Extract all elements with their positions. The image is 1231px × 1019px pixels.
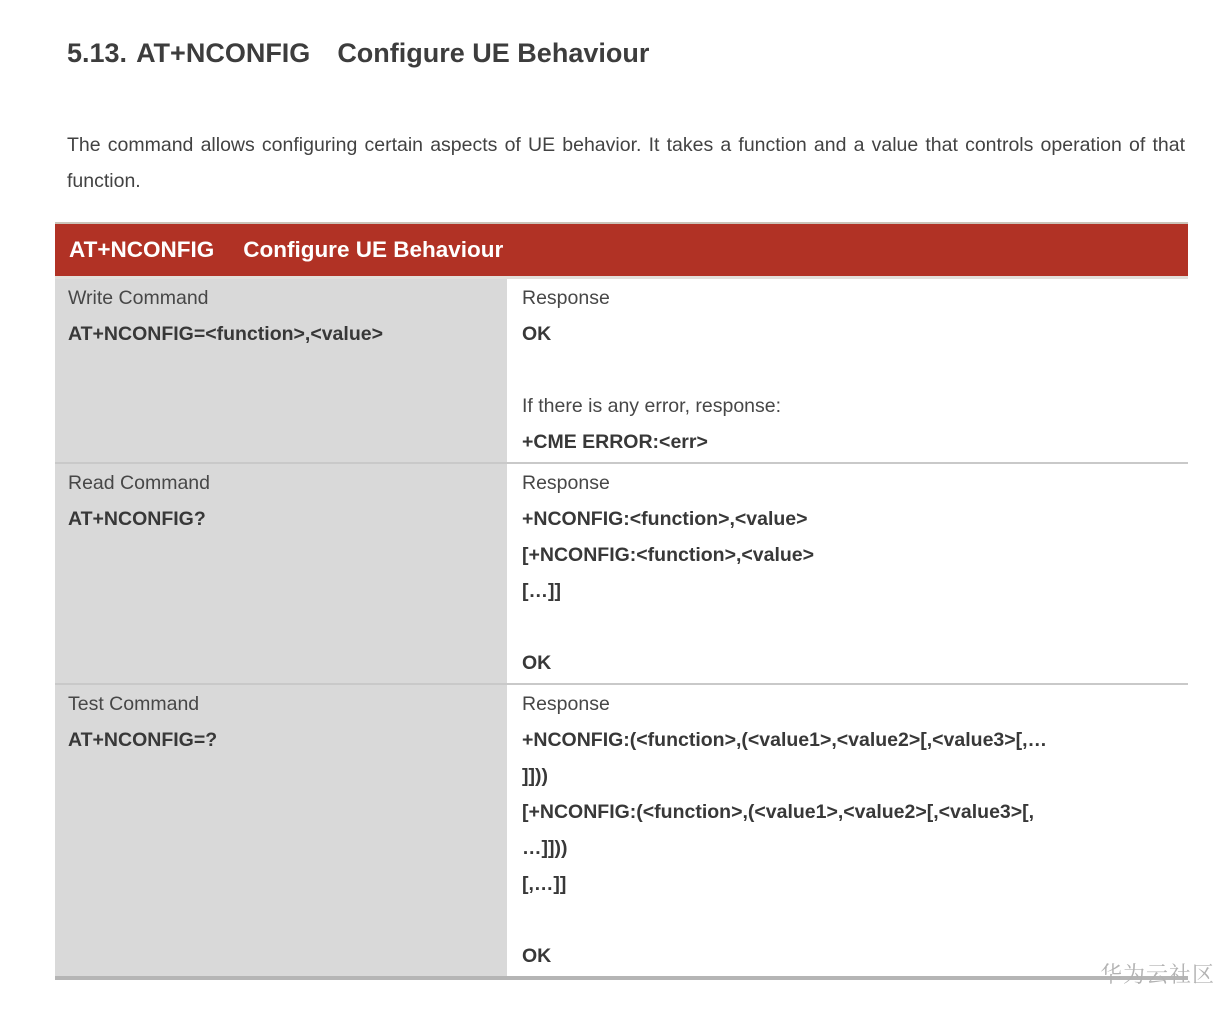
text-line <box>522 609 1174 645</box>
text-line: +CME ERROR:<err> <box>522 431 708 453</box>
text-line: Response <box>522 472 610 494</box>
section-command-name: AT+NCONFIG <box>136 38 311 68</box>
response-cell <box>507 279 1188 462</box>
text-line: OK <box>522 652 552 674</box>
section-number: 5.13. <box>67 38 128 68</box>
text-line: +NCONFIG:(<function>,(<value1>,<value2>[,<value3>[,… <box>522 729 1048 751</box>
watermark-text: 华为云社区 <box>1099 962 1215 987</box>
text-line: [,…]] <box>522 873 567 895</box>
text-line: OK <box>522 323 552 345</box>
text-line: ]])) <box>522 765 548 787</box>
text-line: […]] <box>522 580 561 602</box>
text-line: If there is any error, response: <box>522 395 782 417</box>
text-line <box>522 352 1174 388</box>
text-line <box>522 902 1174 938</box>
command-cell <box>55 464 507 683</box>
table-header-command: AT+NCONFIG <box>69 237 215 262</box>
table-header-title: Configure UE Behaviour <box>243 237 504 262</box>
text-line: Read Command <box>68 472 210 494</box>
text-line: AT+NCONFIG=? <box>68 729 218 751</box>
text-line: Write Command <box>68 287 209 309</box>
table-row <box>55 683 1188 976</box>
section-command-title: Configure UE Behaviour <box>337 38 650 68</box>
response-cell <box>507 464 1188 683</box>
text-line: Response <box>522 693 610 715</box>
command-cell <box>55 685 507 976</box>
table-header <box>55 222 1188 279</box>
text-line: [+NCONFIG:(<function>,(<value1>,<value2>[,<value3>[, <box>522 801 1035 823</box>
text-line: Response <box>522 287 610 309</box>
text-line: …]])) <box>522 837 568 859</box>
text-line: AT+NCONFIG? <box>68 508 206 530</box>
text-line: Test Command <box>68 693 200 715</box>
intro-paragraph: The command allows configuring certain aspects of UE behavior. It takes a function and a value that controls operation of that function. <box>67 134 1185 192</box>
table-row <box>55 279 1188 462</box>
text-line: OK <box>522 945 552 967</box>
command-table <box>55 222 1188 980</box>
text-line: +NCONFIG:<function>,<value> <box>522 508 808 530</box>
section-heading <box>67 38 1231 69</box>
command-table-body <box>55 279 1188 976</box>
table-row <box>55 462 1188 683</box>
text-line: [+NCONFIG:<function>,<value> <box>522 544 815 566</box>
response-cell <box>507 685 1188 976</box>
command-cell <box>55 279 507 462</box>
text-line: AT+NCONFIG=<function>,<value> <box>68 323 383 345</box>
